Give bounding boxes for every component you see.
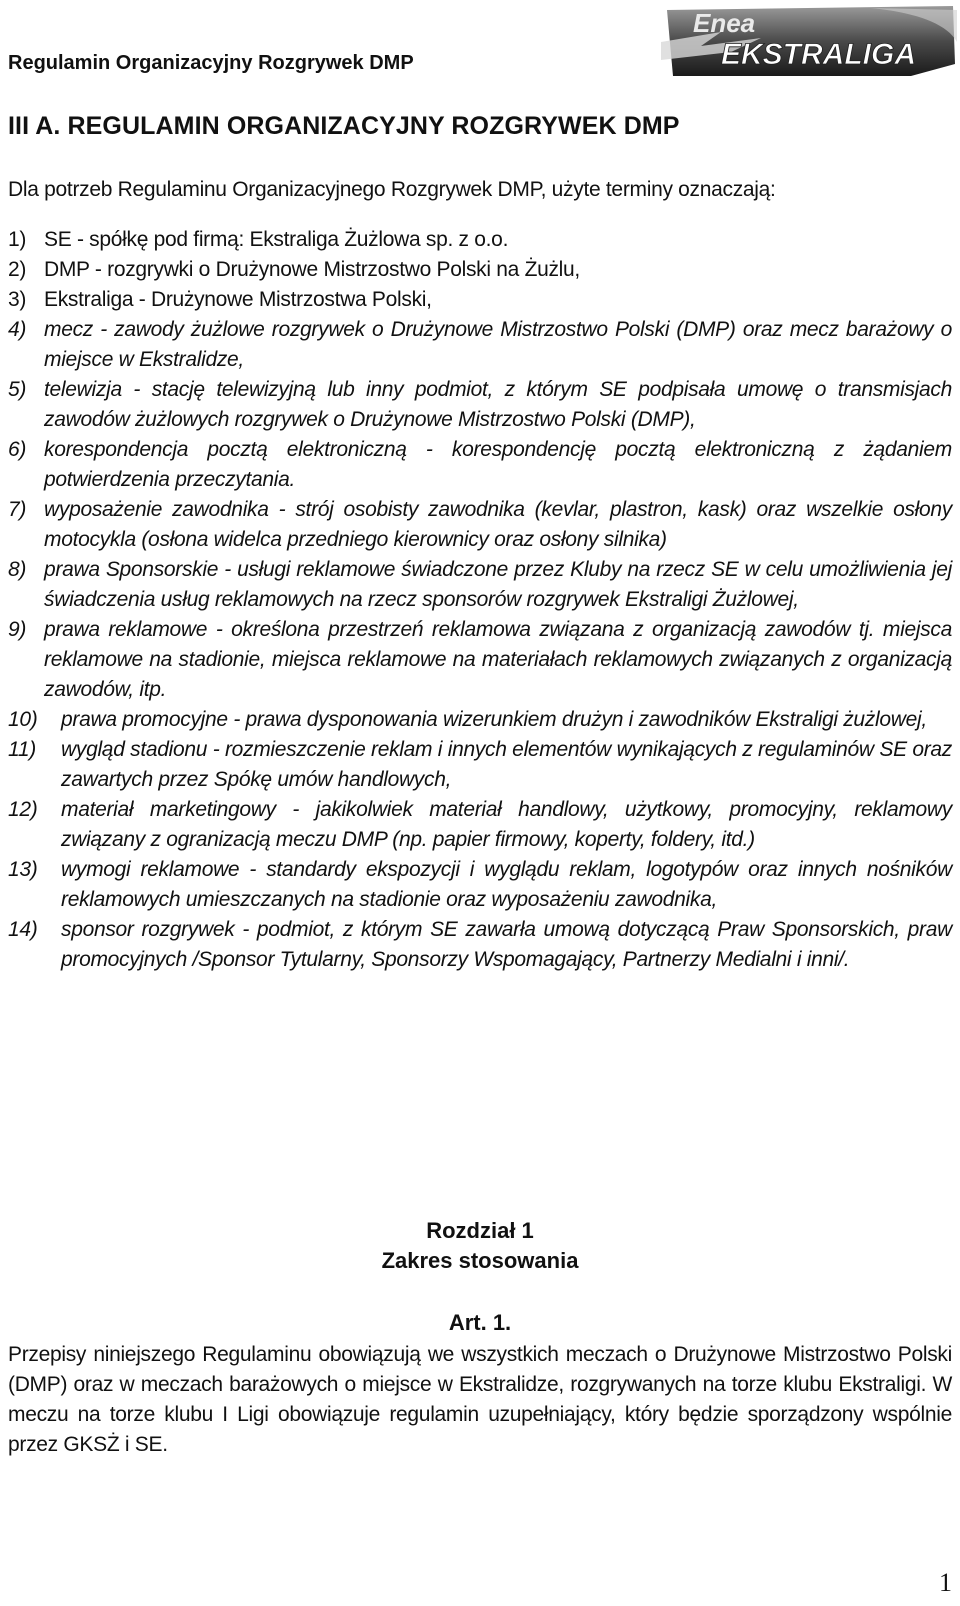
definition-item — [8, 555, 952, 615]
definition-item — [8, 735, 952, 795]
definition-number: 7) — [8, 498, 27, 521]
page-header — [8, 0, 952, 86]
definition-text: telewizja - stację telewizyjną lub inny podmiot, z którym SE podpisała umowę o transmisjach zawodów żużlowych rozgrywek o Drużynowe Mistrzostwo Polski (DMP), — [44, 378, 952, 431]
definition-item — [8, 705, 952, 735]
article-title: Art. 1. — [448, 1310, 512, 1335]
definition-number: 11) — [8, 738, 36, 761]
definition-text: sponsor rozgrywek - podmiot, z którym SE zawarła umową dotyczącą Praw Sponsorskich, praw promocyjnych /Sponsor Tytularny, Sponsorzy Wspomagający, Partnerzy Medialni i inni/. — [61, 918, 952, 971]
intro-text: Dla potrzeb Regulaminu Organizacyjnego Rozgrywek DMP, użyte terminy oznaczają: — [8, 178, 776, 201]
definitions-list — [8, 225, 952, 975]
definition-item — [8, 225, 952, 255]
definition-number: 13) — [8, 858, 38, 881]
definition-number: 14) — [8, 918, 38, 941]
definition-text: prawa Sponsorskie - usługi reklamowe świadczone przez Kluby na rzecz SE w celu umożliwienia jej świadczenia usług reklamowych na rzecz sponsorów rozgrywek Ekstraligi Żużlowej, — [44, 558, 952, 611]
definition-number: 12) — [8, 798, 38, 821]
definition-item — [8, 315, 952, 375]
definition-text: SE - spółkę pod firmą: Ekstraliga Żużlowa sp. z o.o. — [44, 228, 509, 251]
logo-line2: EKSTRALIGA — [721, 38, 916, 71]
chapter-number: Rozdział 1 — [426, 1218, 534, 1243]
definition-item — [8, 615, 952, 705]
definition-number: 9) — [8, 618, 27, 641]
section-heading: III A. REGULAMIN ORGANIZACYJNY ROZGRYWEK DMP — [8, 112, 680, 140]
page-number: 1 — [939, 1568, 952, 1597]
definition-number: 8) — [8, 558, 27, 581]
definition-text: korespondencja pocztą elektroniczną - korespondencję pocztą elektroniczną z żądaniem potwierdzenia przeczytania. — [44, 438, 952, 491]
definition-text: prawa reklamowe - określona przestrzeń reklamowa związana z organizacją zawodów tj. miejsca reklamowe na stadionie, miejsca reklamowe na materiałach reklamowych związanych z organizacją zawodów, itp. — [44, 618, 952, 701]
definition-number: 6) — [8, 438, 27, 461]
definition-item — [8, 375, 952, 435]
enea-ekstraliga-logo — [661, 2, 960, 80]
header-title: Regulamin Organizacyjny Rozgrywek DMP — [8, 52, 414, 74]
definition-number: 3) — [8, 288, 27, 311]
definition-number: 1) — [8, 228, 27, 251]
definition-text: wygląd stadionu - rozmieszczenie reklam i innych elementów wynikających z regulaminów SE oraz zawartych przez Spókę umów handlowych, — [61, 738, 952, 791]
definition-item — [8, 435, 952, 495]
definition-item — [8, 795, 952, 855]
definition-text: prawa promocyjne - prawa dysponowania wizerunkiem drużyn i zawodników Ekstraligi żużlowej, — [61, 708, 927, 731]
chapter-title: Zakres stosowania — [381, 1248, 579, 1273]
definition-number: 2) — [8, 258, 27, 281]
definition-text: DMP - rozgrywki o Drużynowe Mistrzostwo Polski na Żużlu, — [44, 258, 580, 281]
logo-line1: Enea — [693, 8, 756, 38]
definition-item — [8, 915, 952, 975]
definition-text: materiał marketingowy - jakikolwiek materiał handlowy, użytkowy, promocyjny, reklamowy związany z ogranizacją meczu DMP (np. papier firmowy, koperty, foldery, itd.) — [61, 798, 952, 851]
definition-text: wymogi reklamowe - standardy ekspozycji i wyglądu reklam, logotypów oraz innych nośników reklamowych umieszczanych na stadionie oraz wyposażeniu zawodnika, — [61, 858, 952, 911]
definition-number: 4) — [8, 318, 27, 341]
definition-text: wyposażenie zawodnika - strój osobisty zawodnika (kevlar, plastron, kask) oraz wszelkie osłony motocykla (osłona widelca przedniego kierownicy oraz osłony silnika) — [44, 498, 952, 551]
definition-item — [8, 855, 952, 915]
definition-number: 5) — [8, 378, 27, 401]
definition-item — [8, 495, 952, 555]
definition-item — [8, 255, 952, 285]
definition-text: Ekstraliga - Drużynowe Mistrzostwa Polski, — [44, 288, 432, 311]
definition-number: 10) — [8, 708, 38, 731]
article-body: Przepisy niniejszego Regulaminu obowiązują we wszystkich meczach o Drużynowe Mistrzostwo Polski (DMP) oraz w meczach barażowych o miejsce w Ekstralidze, rozgrywanych na torze klubu Ekstraligi. W meczu na torze klubu I Ligi obowiązuje regulamin uzupełniający, który będzie sporządzony wspólnie przez GKSŻ i SE. — [8, 1343, 952, 1456]
definition-item — [8, 285, 952, 315]
definition-text: mecz - zawody żużlowe rozgrywek o Drużynowe Mistrzostwo Polski (DMP) oraz mecz barażowy o miejsce w Ekstralidze, — [44, 318, 952, 371]
